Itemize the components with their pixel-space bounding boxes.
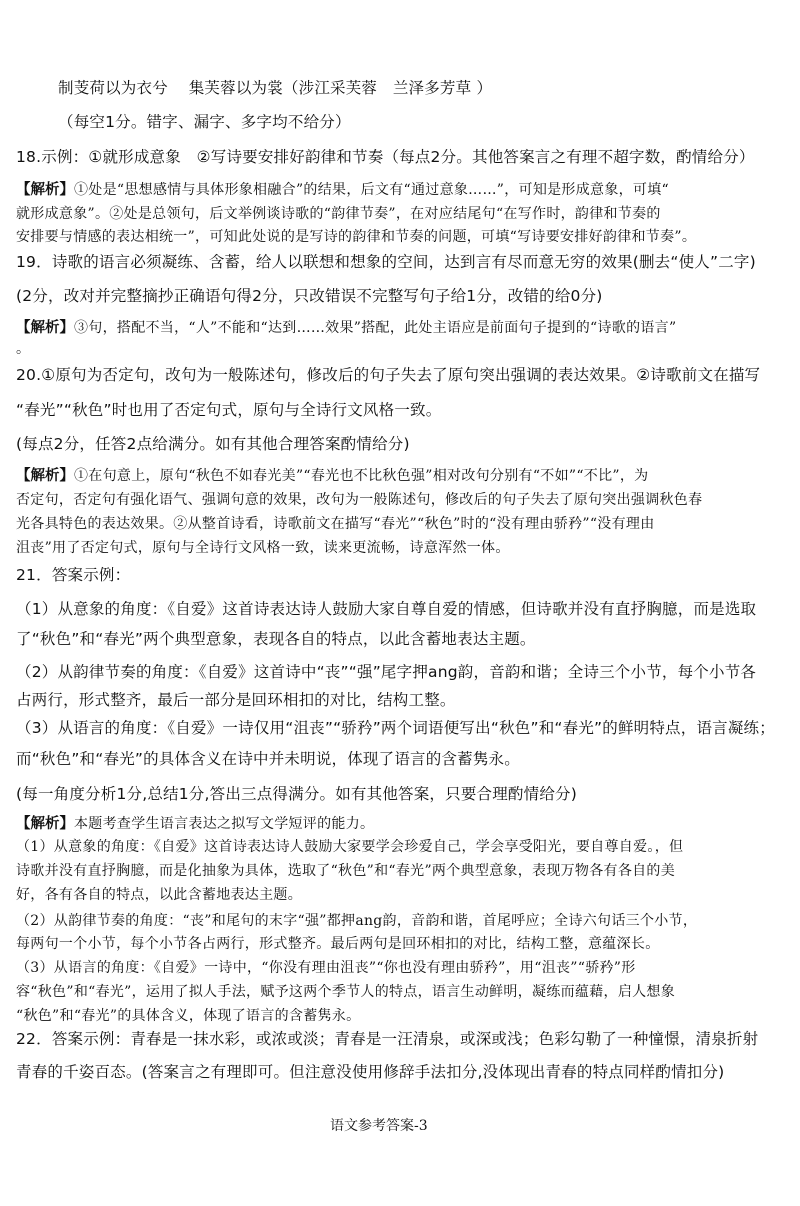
answer-21-point-3-line-2: 而“秋色”和“春光”的具体含义在诗中并未明说，体现了语言的含蓄隽永。 (16, 750, 520, 768)
analysis-19-line-2: 。 (16, 341, 31, 357)
analysis-21-line-5: （2）从韵律节奏的角度：“丧”和尾句的末字“强”都押ang韵，音韵和谐，首尾呼应；全诗六句话三个小节， (16, 913, 698, 929)
analysis-tag: 【解析】 (16, 468, 74, 484)
analysis-21-line-2: （1）从意象的角度：《自爱》这首诗表达诗人鼓励大家要学会珍爱自己，学会享受阳光，要自尊自爱。，但 (16, 839, 684, 855)
analysis-20-line-3: 光各具特色的表达效果。②从整首诗看，诗歌前文在描写“春光”“秋色”时的“没有理由骄矜”“没有理由 (16, 516, 655, 532)
analysis-18-line-1: 【解析】①处是“思想感情与具体形象相融合”的结果，后文有“通过意象……”，可知是形成意象，可填“ (16, 182, 669, 198)
analysis-20-line-1: 【解析】①在句意上，原句“秋色不如春光美”“春光也不比秋色强”相对改句分别有“不如”“不比”，为 (16, 468, 649, 484)
answer-22-line-1: 22．答案示例：青春是一抹水彩，或浓或淡；青春是一汪清泉，或深或浅；色彩勾勒了一种憧憬，清泉折射 (16, 1030, 759, 1048)
answer-21-point-2-line-1: （2）从韵律节奏的角度：《自爱》这首诗中“丧”“强”尾字押ang韵，音韵和谐；全诗三个小节，每个小节各 (16, 663, 757, 681)
answer-20-line-1: 20.①原句为否定句，改句为一般陈述句，修改后的句子失去了原句突出强调的表达效果。②诗歌前文在描写 (16, 366, 761, 384)
analysis-21-line-8: 容“秋色”和“春光”，运用了拟人手法，赋予这两个季节人的特点，语言生动鲜明，凝练而蕴藉，启人想象 (16, 984, 676, 1000)
analysis-21-line-7: （3）从语言的角度：《自爱》一诗中，“你没有理由沮丧”“你也没有理由骄矜”，用“沮丧”“骄矜”形 (16, 960, 636, 976)
scoring-note: （每空1分。错字、漏字、多字均不给分） (58, 113, 351, 131)
analysis-20-line-2: 否定句，否定句有强化语气、强调句意的效果，改句为一般陈述句，修改后的句子失去了原句突出强调秋色春 (16, 492, 703, 508)
answer-20-line-2: “春光”“秋色”时也用了否定句式，原句与全诗行文风格一致。 (16, 401, 442, 419)
scoring-note-21: (每一角度分析1分,总结1分,答出三点得满分。如有其他答案，只要合理酌情给分) (16, 785, 577, 803)
analysis-21-line-4: 好，各有各自的特点，以此含蓄地表达主题。 (16, 887, 302, 903)
analysis-18-line-2: 就形成意象”。②处是总领句，后文举例谈诗歌的“韵律节奏”，在对应结尾句“在写作时，韵律和节奏的 (16, 206, 661, 222)
page-footer: 语文参考答案-3 (330, 1118, 428, 1134)
analysis-tag: 【解析】 (16, 182, 74, 198)
answer-22-line-2: 青春的千姿百态。(答案言之有理即可。但注意没使用修辞手法扣分,没体现出青春的特点同样酌情扣分) (16, 1063, 725, 1081)
answer-19: 19．诗歌的语言必须凝练、含蓄，给人以联想和想象的空间，达到言有尽而意无穷的效果(删去“使人”二字) (16, 253, 756, 271)
analysis-19-line-1: 【解析】③句，搭配不当，“人”不能和“达到……效果”搭配，此处主语应是前面句子提到的“诗歌的语言” (16, 320, 677, 336)
answer-21-point-3-line-1: （3）从语言的角度：《自爱》一诗仅用“沮丧”“骄矜”两个词语便写出“秋色”和“春光”的鲜明特点，语言凝练； (16, 719, 775, 737)
analysis-21-line-6: 每两句一个小节，每个小节各占两行，形式整齐。最后两句是回环相扣的对比，结构工整，意蕴深长。 (16, 936, 660, 952)
analysis-tag: 【解析】 (16, 320, 74, 336)
answer-18: 18.示例：①就形成意象 ②写诗要安排好韵律和节奏（每点2分。其他答案言之有理不超字数，酌情给分） (16, 148, 755, 166)
scoring-note-19: (2分，改对并完整摘抄正确语句得2分，只改错误不完整写句子给1分，改错的给0分) (16, 287, 603, 305)
analysis-20-line-4: 沮丧”用了否定句式，原句与全诗行文风格一致，读来更流畅，诗意浑然一体。 (16, 540, 510, 556)
answer-21-point-2-line-2: 占两行，形式整齐，最后一部分是回环相扣的对比，结构工整。 (16, 691, 456, 709)
answer-21-heading: 21．答案示例： (16, 566, 131, 584)
answer-21-point-1-line-1: （1）从意象的角度：《自爱》这首诗表达诗人鼓励大家自尊自爱的情感，但诗歌并没有直抒胸臆，而是选取 (16, 600, 757, 618)
analysis-21-line-1: 【解析】本题考查学生语言表达之拟写文学短评的能力。 (16, 816, 375, 832)
analysis-21-line-3: 诗歌并没有直抒胸臆，而是化抽象为具体，选取了“秋色”和“春光”两个典型意象，表现万物各有各自的美 (16, 863, 676, 879)
poem-line: 制芰荷以为衣兮 集芙蓉以为裳（涉江采芙蓉 兰泽多芳草 ） (58, 79, 493, 97)
analysis-tag: 【解析】 (16, 816, 74, 832)
answer-21-point-1-line-2: 了“秋色”和“春光”两个典型意象，表现各自的特点，以此含蓄地表达主题。 (16, 630, 536, 648)
scoring-note-20: (每点2分，任答2点给满分。如有其他合理答案酌情给分) (16, 435, 410, 453)
analysis-18-line-3: 安排要与情感的表达相统一”，可知此处说的是写诗的韵律和节奏的问题，可填“写诗要安排好韵律和节奏”。 (16, 229, 697, 245)
analysis-21-line-9: “秋色”和“春光”的具体含义，体现了语言的含蓄隽永。 (16, 1008, 361, 1024)
